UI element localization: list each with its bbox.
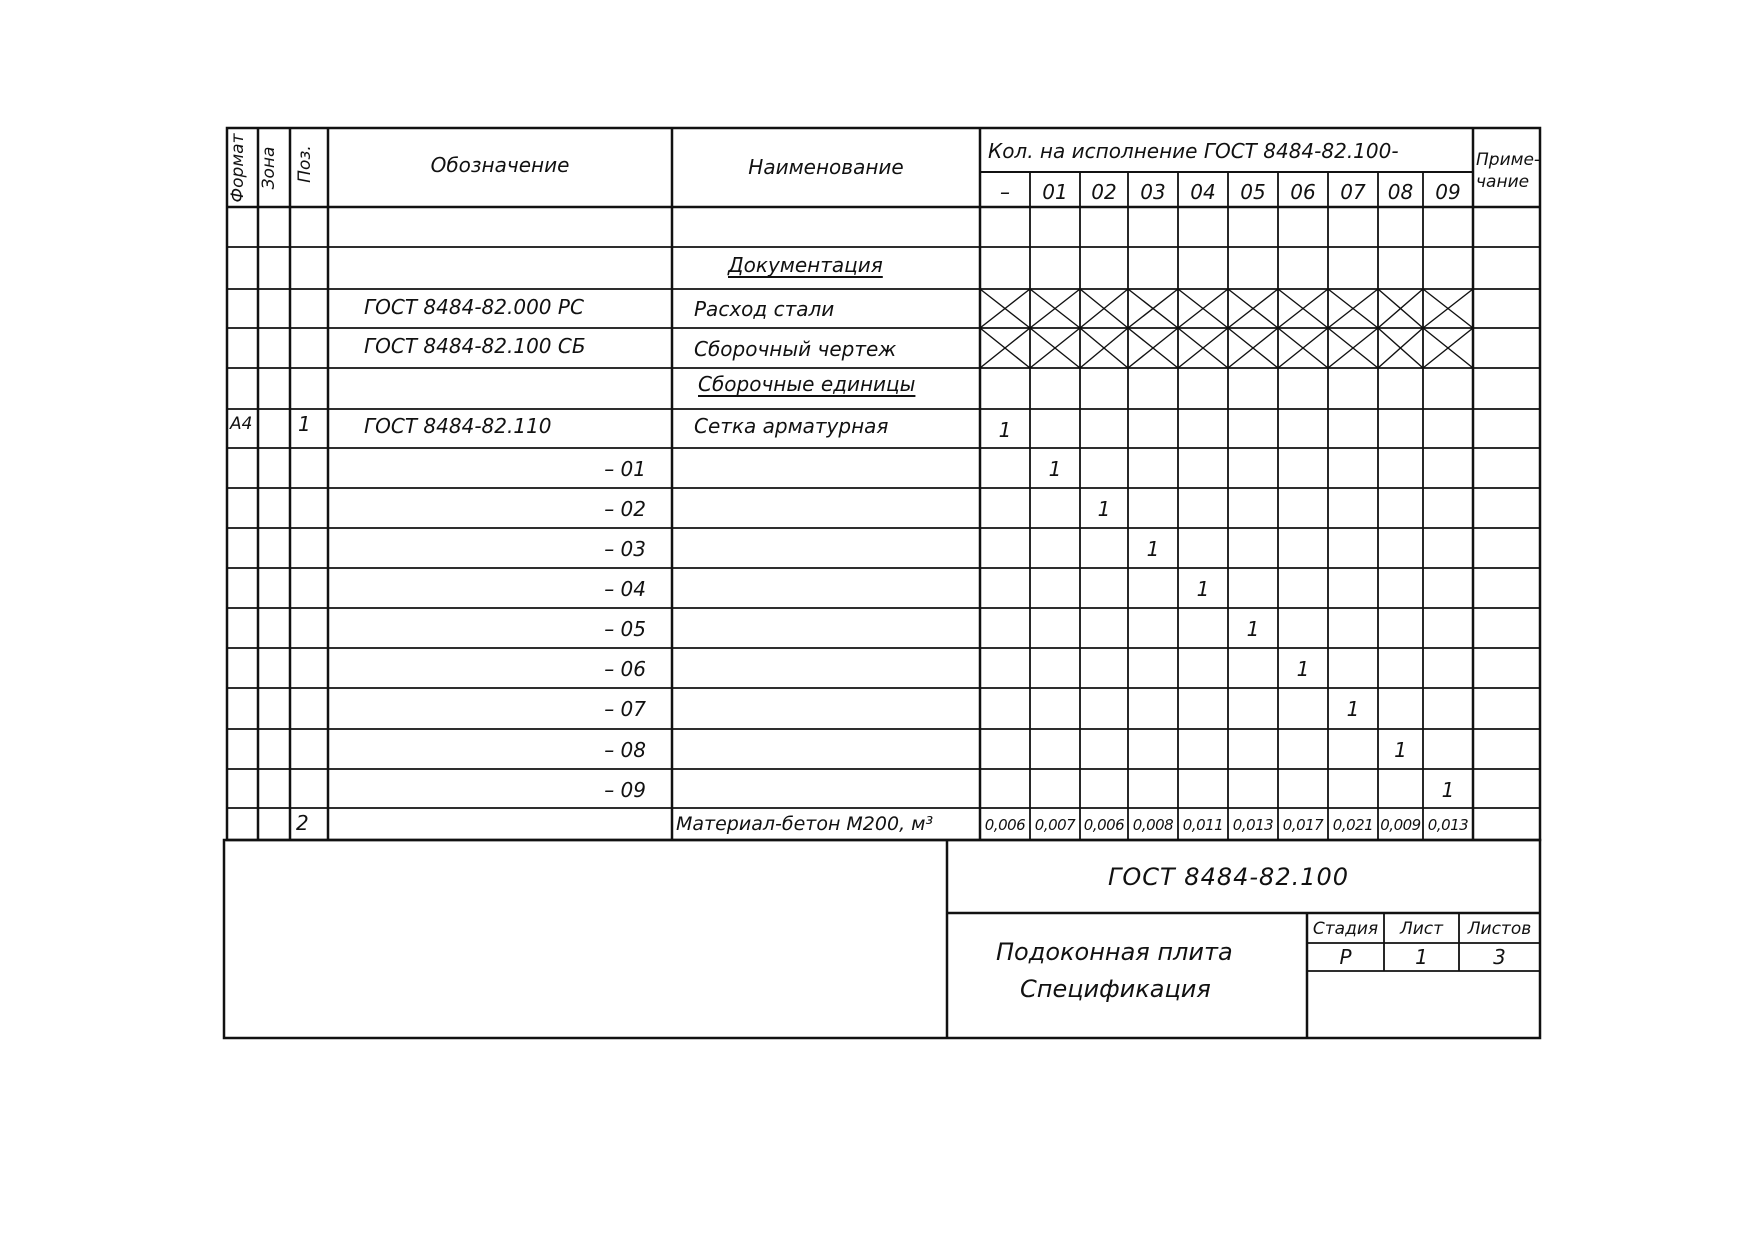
quantity-cell: 1	[1346, 697, 1360, 721]
variant-header: 04	[1190, 180, 1216, 204]
stage-value: Р	[1339, 945, 1352, 969]
item1-name: Сетка арматурная	[694, 414, 889, 438]
item2-name: Материал-бетон М200, м³	[676, 813, 934, 835]
quantity-cell: 1	[1441, 778, 1455, 802]
doc2-name: Сборочный чертеж	[694, 337, 897, 361]
title-line1: Подоконная плита	[996, 938, 1233, 966]
variant-header: 06	[1290, 180, 1316, 204]
material-value: 0,011	[1182, 816, 1224, 834]
doc-code: ГОСТ 8484-82.100	[1108, 863, 1350, 891]
subvariant-designation: – 01	[604, 457, 646, 481]
quantity-cell: 1	[1196, 577, 1210, 601]
item1-format: А4	[230, 414, 253, 434]
name-header: Наименование	[748, 155, 904, 179]
subvariant-designation: – 06	[604, 657, 646, 681]
quantity-cell: 1	[1146, 537, 1160, 561]
material-value: 0,017	[1282, 816, 1324, 834]
variant-header: 03	[1140, 180, 1166, 204]
material-value: 0,013	[1427, 816, 1469, 834]
quantity-cell: 1	[1048, 457, 1062, 481]
material-value: 0,013	[1232, 816, 1274, 834]
subvariant-designation: – 07	[604, 697, 646, 721]
material-value: 0,009	[1380, 816, 1421, 834]
sheets-value: 3	[1493, 945, 1506, 969]
designation-header: Обозначение	[430, 153, 570, 177]
variant-header: 02	[1091, 180, 1117, 204]
item1-pos: 1	[298, 412, 311, 436]
subvariant-designation: – 05	[604, 617, 646, 641]
quantity-cell: 1	[998, 418, 1012, 442]
note-header-line1: Приме-	[1476, 150, 1541, 170]
section-assemblies: Сборочные единицы	[698, 372, 916, 396]
stage-label: Стадия	[1312, 919, 1379, 939]
zone-header: Зона	[259, 146, 279, 190]
sheets-label: Листов	[1467, 919, 1532, 939]
material-value: 0,021	[1332, 816, 1374, 834]
subvariant-designation: – 08	[604, 738, 646, 762]
title-line2: Спецификация	[1020, 975, 1211, 1003]
sheet-label: Лист	[1399, 919, 1444, 939]
item1-designation: ГОСТ 8484-82.110	[364, 414, 552, 438]
material-value: 0,008	[1132, 816, 1174, 834]
variant-header: –	[1000, 180, 1010, 204]
variant-header: 01	[1042, 180, 1068, 204]
variant-header: 08	[1387, 180, 1414, 204]
qty-header: Кол. на исполнение ГОСТ 8484-82.100-	[988, 139, 1399, 163]
material-value: 0,007	[1034, 816, 1076, 834]
doc1-designation: ГОСТ 8484-82.000 РС	[364, 295, 584, 319]
quantity-cell: 1	[1246, 617, 1260, 641]
subvariant-designation: – 02	[604, 497, 646, 521]
doc2-designation: ГОСТ 8484-82.100 СБ	[364, 334, 586, 358]
pos-header: Поз.	[295, 145, 315, 183]
variant-header: 07	[1340, 180, 1366, 204]
sheet-value: 1	[1415, 945, 1428, 969]
quantity-cell: 1	[1097, 497, 1111, 521]
quantity-cell: 1	[1296, 657, 1310, 681]
item2-pos: 2	[296, 811, 309, 835]
subvariant-designation: – 09	[604, 778, 646, 802]
format-header: Формат	[228, 133, 248, 203]
quantity-cell: 1	[1394, 738, 1407, 762]
material-value: 0,006	[1083, 816, 1125, 834]
doc1-name: Расход стали	[694, 297, 835, 321]
variant-header: 09	[1435, 180, 1461, 204]
note-header-line2: чание	[1476, 172, 1530, 192]
subvariant-designation: – 03	[604, 537, 646, 561]
variant-header: 05	[1240, 180, 1266, 204]
material-value: 0,006	[984, 816, 1026, 834]
subvariant-designation: – 04	[604, 577, 646, 601]
section-documentation: Документация	[728, 253, 883, 277]
